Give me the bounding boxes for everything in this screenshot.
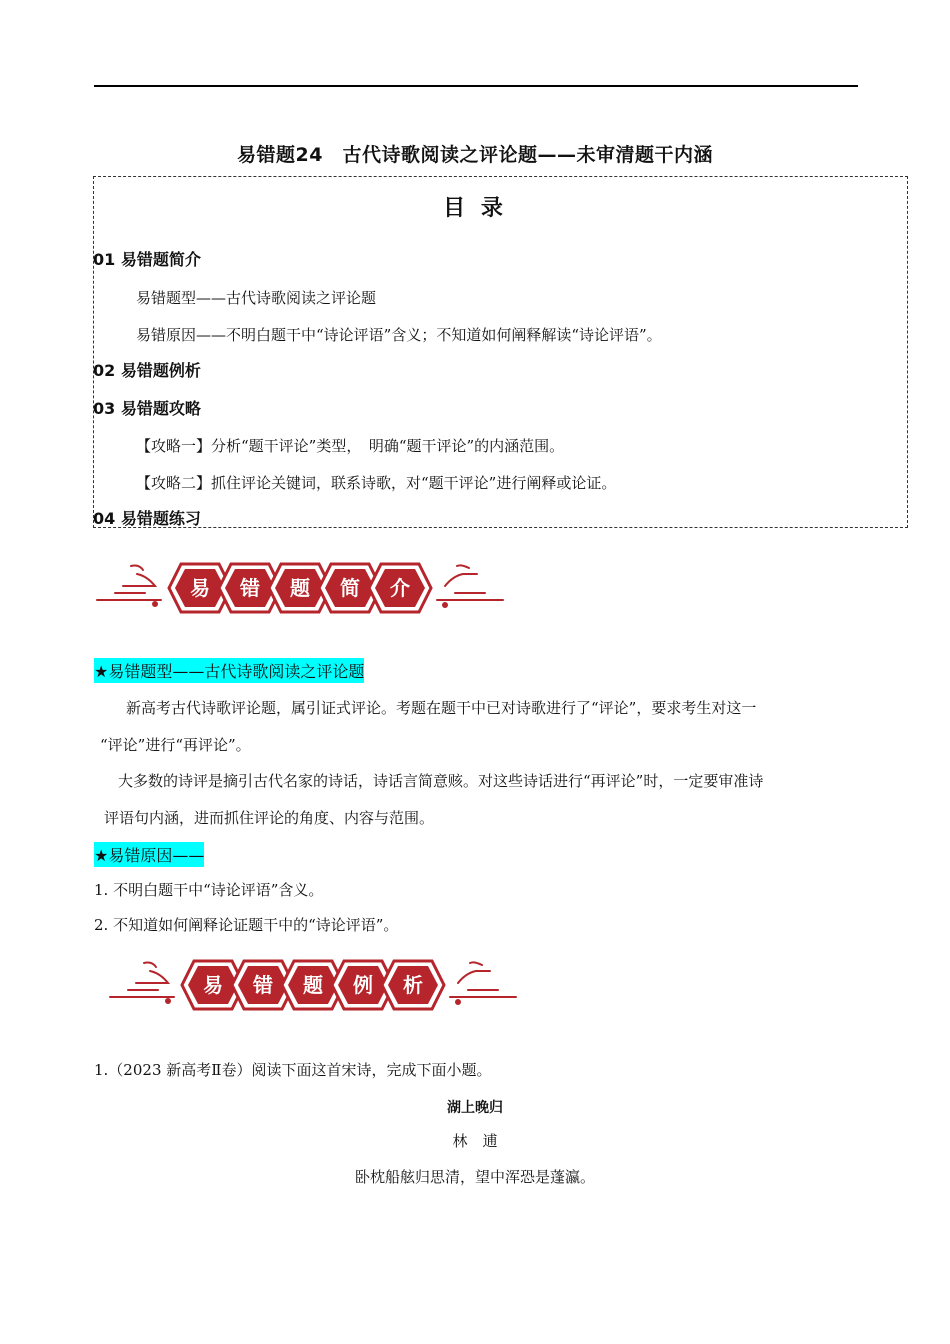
- poem-line-1: 卧枕船舷归思清，望中浑恐是蓬瀛。: [354, 1168, 595, 1186]
- type-heading: ★易错题型——古代诗歌阅读之评论题: [94, 658, 364, 683]
- toc-line-type: 易错题型——古代诗歌阅读之评论题: [136, 289, 377, 307]
- reason-2: 2. 不知道如何阐释论证题干中的“诗论评语”。: [94, 916, 399, 934]
- banner-char-2: 错: [253, 973, 273, 997]
- poem-author: 林 逋: [452, 1132, 498, 1150]
- toc-section-3[interactable]: 03 易错题攻略: [93, 399, 201, 418]
- banner-char-3: 题: [290, 576, 310, 600]
- document-title: 易错题24 古代诗歌阅读之评论题——未审清题干内涵: [237, 144, 713, 166]
- poem-title: 湖上晚归: [447, 1100, 503, 1116]
- banner-char-1: 易: [203, 973, 223, 997]
- banner-right-ornament: [437, 565, 503, 608]
- toc-heading: 目 录: [443, 196, 507, 221]
- intro-paragraph-2b: 评语句内涵，进而抓住评论的角度、内容与范围。: [104, 809, 435, 827]
- header-rule: [94, 85, 858, 87]
- reason-heading: ★易错原因——: [94, 842, 204, 867]
- toc-line-strategy-2: 【攻略二】抓住评论关键词，联系诗歌，对“题干评论”进行阐释或论证。: [136, 474, 617, 492]
- banner-right-ornament: [450, 962, 516, 1005]
- intro-paragraph-2a: 大多数的诗评是摘引古代名家的诗话，诗话言简意赅。对这些诗话进行“再评论”时，一定要审准诗: [118, 772, 764, 790]
- toc-section-4[interactable]: 04 易错题练习: [93, 509, 201, 528]
- banner-intro: [95, 558, 505, 618]
- banner-char-5: 析: [403, 973, 423, 997]
- banner-left-ornament: [97, 566, 161, 608]
- reason-1: 1. 不明白题干中“诗论评语”含义。: [94, 881, 324, 899]
- toc-line-reason: 易错原因——不明白题干中“诗论评语”含义；不知道如何阐释解读“诗论评语”。: [136, 326, 662, 344]
- intro-paragraph-1b: “评论”进行“再评论”。: [100, 736, 251, 754]
- question-1: 1.（2023 新高考Ⅱ卷）阅读下面这首宋诗，完成下面小题。: [94, 1061, 492, 1079]
- intro-paragraph-1a: 新高考古代诗歌评论题，属引证式评论。考题在题干中已对诗歌进行了“评论”，要求考生对这一: [126, 699, 757, 717]
- banner-char-4: 简: [340, 576, 360, 600]
- banner-char-1: 易: [190, 576, 210, 600]
- toc-section-1[interactable]: 01 易错题简介: [93, 250, 201, 269]
- banner-char-3: 题: [303, 973, 323, 997]
- banner-examples: [108, 955, 518, 1015]
- toc-section-2[interactable]: 02 易错题例析: [93, 361, 201, 380]
- banner-char-5: 介: [390, 576, 410, 600]
- toc-line-strategy-1: 【攻略一】分析“题干评论”类型， 明确“题干评论”的内涵范围。: [136, 437, 565, 455]
- banner-char-4: 例: [353, 973, 373, 997]
- banner-char-2: 错: [240, 576, 260, 600]
- banner-left-ornament: [110, 963, 174, 1005]
